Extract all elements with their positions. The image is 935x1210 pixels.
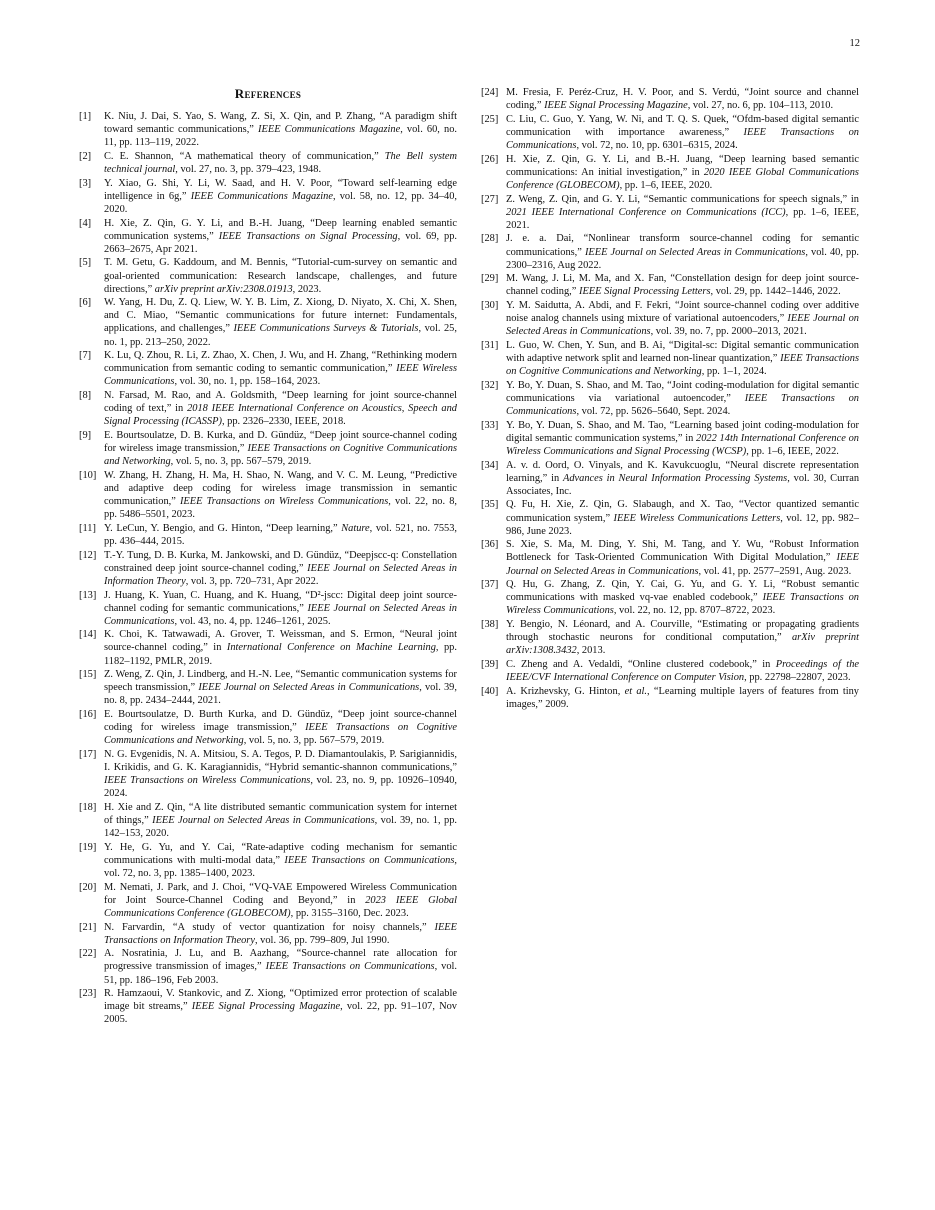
reference-venue: IEEE Transactions on Communications bbox=[265, 961, 435, 973]
reference-venue: IEEE Wireless Communications Letters bbox=[613, 512, 781, 524]
reference-text: E. Bourtsoulatze, D. B. Kurka, and D. Gündüz, “Deep joint source-channel coding for wireless image transmission,” bbox=[104, 430, 457, 455]
reference-entry bbox=[481, 86, 859, 112]
reference-text: J. e. a. Dai, “Nonlinear transform source-channel coding for semantic communications,” bbox=[506, 233, 859, 258]
reference-text: A. Krizhevsky, G. Hinton, bbox=[506, 685, 625, 697]
reference-entry bbox=[79, 987, 457, 1026]
reference-details: , vol. 22, no. 8, pp. 5486–5501, 2023. bbox=[104, 496, 457, 521]
reference-entry bbox=[79, 177, 457, 216]
reference-text: C. Liu, C. Guo, Y. Yang, W. Ni, and T. Q. S. Quek, “Ofdm-based digital semantic communication with importance awareness,” bbox=[506, 113, 859, 138]
reference-text: N. G. Evgenidis, N. A. Mitsiou, S. A. Tegos, P. D. Diamantoulakis, P. Sarigiannidis, I. Krikidis, and G. K. Karagiannidis, “Hybrid semantic-shannon communications,” bbox=[104, 749, 457, 774]
reference-details: , vol. 22, no. 12, pp. 8707–8722, 2023. bbox=[613, 605, 776, 617]
reference-number: [28] bbox=[481, 233, 499, 245]
reference-details: , vol. 39, no. 8, pp. 2434–2444, 2021. bbox=[104, 682, 457, 707]
reference-entry bbox=[79, 589, 457, 628]
reference-entry bbox=[79, 217, 457, 256]
reference-number: [8] bbox=[79, 390, 92, 402]
reference-details: , pp. 1–6, IEEE, 2021. bbox=[506, 206, 859, 231]
reference-number: [33] bbox=[481, 419, 499, 431]
reference-details: , vol. 22, pp. 91–107, Nov 2005. bbox=[104, 1001, 457, 1026]
reference-venue: IEEE Journal on Selected Areas in Communications bbox=[104, 602, 457, 627]
reference-text: E. Bourtsoulatze, D. Burth Kurka, and D. Gündüz, “Deep joint source-channel coding for wireless image transmission,” bbox=[104, 709, 457, 734]
reference-venue: 2023 IEEE Global Communications Conference (GLOBECOM) bbox=[104, 894, 458, 919]
reference-venue: IEEE Signal Processing Letters bbox=[579, 286, 711, 298]
reference-number: [31] bbox=[481, 339, 499, 351]
reference-details: , 2023. bbox=[292, 283, 322, 295]
reference-venue: 2018 IEEE International Conference on Acoustics, Speech and Signal Processing (ICASSP) bbox=[104, 403, 457, 428]
reference-number: [24] bbox=[481, 87, 499, 98]
reference-text: R. Hamzaoui, V. Stankovic, and Z. Xiong, “Optimized error protection of scalable image bit streams,” bbox=[104, 988, 457, 1013]
reference-details: , pp. 1–1, 2024. bbox=[701, 366, 767, 378]
reference-venue: IEEE Communications Magazine bbox=[190, 190, 333, 202]
reference-text: C. Zheng and A. Vedaldi, “Online clustered codebook,” in bbox=[506, 658, 776, 670]
reference-venue: IEEE Communications Surveys & Tutorials bbox=[233, 323, 419, 335]
reference-details: , vol. 40, pp. 2300–2316, Aug 2022. bbox=[506, 246, 859, 271]
reference-text: Z. Weng, Z. Qin, and G. Y. Li, “Semantic communications for speech signals,” in bbox=[506, 193, 859, 205]
reference-venue: 2020 IEEE Global Communications Conference (GLOBECOM) bbox=[506, 166, 859, 191]
reference-entry bbox=[481, 419, 859, 458]
reference-venue: IEEE Transactions on Cognitive Communications and Networking bbox=[104, 722, 457, 747]
reference-details: , vol. 30, no. 1, pp. 158–164, 2023. bbox=[174, 376, 321, 388]
reference-entry bbox=[79, 349, 457, 388]
reference-entry bbox=[79, 296, 457, 348]
reference-text: K. Lu, Q. Zhou, R. Li, Z. Zhao, X. Chen, J. Wu, and H. Zhang, “Rethinking modern communication from semantic coding to semantic communication,” bbox=[104, 350, 457, 375]
reference-number: [15] bbox=[79, 669, 97, 681]
reference-entry bbox=[481, 339, 859, 378]
reference-entry bbox=[79, 668, 457, 707]
reference-entry bbox=[79, 881, 457, 920]
reference-entry bbox=[481, 299, 859, 338]
reference-venue: Advances in Neural Information Processing Systems bbox=[563, 472, 788, 484]
reference-number: [10] bbox=[79, 469, 97, 481]
reference-entry bbox=[79, 801, 457, 840]
reference-number: [21] bbox=[79, 921, 97, 933]
reference-text: Y. He, G. Yu, and Y. Cai, “Rate-adaptive coding mechanism for semantic communications with multi-modal data,” bbox=[104, 841, 457, 866]
reference-text: L. Guo, W. Chen, Y. Sun, and B. Ai, “Digital-sc: Digital semantic communication with adaptive network split and learned non-linear quantization,” bbox=[506, 339, 859, 365]
reference-number: [30] bbox=[481, 300, 499, 312]
reference-details: , vol. 39, no. 1, pp. 142–153, 2020. bbox=[104, 815, 457, 840]
reference-details: , pp. 2326–2330, IEEE, 2018. bbox=[221, 416, 346, 428]
reference-venue: IEEE Signal Processing Magazine bbox=[544, 100, 688, 112]
reference-details: , vol. 51, pp. 186–196, Feb 2003. bbox=[104, 961, 458, 986]
left-column bbox=[79, 86, 457, 1027]
reference-number: [35] bbox=[481, 499, 499, 511]
reference-details: , vol. 27, no. 3, pp. 379–423, 1948. bbox=[175, 163, 322, 175]
reference-entry bbox=[79, 522, 457, 548]
reference-details: , vol. 25, no. 1, pp. 213–250, 2022. bbox=[104, 323, 457, 348]
reference-number: [23] bbox=[79, 988, 97, 1000]
reference-number: [38] bbox=[481, 619, 499, 631]
reference-entry bbox=[481, 459, 859, 498]
reference-entry bbox=[481, 379, 859, 418]
reference-text: A. v. d. Oord, O. Vinyals, and K. Kavukcuoglu, “Neural discrete representation learning,” in bbox=[506, 459, 859, 484]
reference-venue: IEEE Transactions on Communications bbox=[506, 392, 859, 417]
reference-text: Q. Fu, H. Xie, Z. Qin, G. Slabaugh, and X. Tao, “Vector quantized semantic communication system,” bbox=[506, 499, 859, 524]
reference-text: M. Nemati, J. Park, and J. Choi, “VQ-VAE Empowered Wireless Communication for Joint Source-Channel Coding and Beyond,” in bbox=[104, 881, 457, 906]
reference-number: [16] bbox=[79, 709, 97, 721]
reference-number: [9] bbox=[79, 430, 92, 441]
reference-entry bbox=[79, 110, 457, 149]
reference-text: K. Niu, J. Dai, S. Yao, S. Wang, Z. Si, X. Qin, and P. Zhang, “A paradigm shift toward semantic communications,” bbox=[104, 111, 457, 136]
reference-details: , pp. 3155–3160, Dec. 2023. bbox=[290, 907, 409, 919]
reference-number: [36] bbox=[481, 539, 499, 551]
reference-text: T.-Y. Tung, D. B. Kurka, M. Jankowski, and D. Gündüz, “Deepjscc-q: Constellation constrained deep joint source-channel coding,” bbox=[104, 549, 457, 574]
reference-details: , vol. 521, no. 7553, pp. 436–444, 2015. bbox=[104, 522, 458, 547]
reference-venue: arXiv preprint arXiv:1308.3432 bbox=[506, 632, 860, 657]
reference-entry bbox=[481, 498, 859, 537]
reference-number: [29] bbox=[481, 273, 499, 285]
reference-text: Y. M. Saidutta, A. Abdi, and F. Fekri, “Joint source-channel coding over additive noise analog channels using mixture of variational autoencoders,” bbox=[506, 300, 859, 325]
reference-number: [12] bbox=[79, 549, 97, 561]
reference-details: , vol. 30, Curran Associates, Inc. bbox=[506, 472, 860, 497]
reference-number: [13] bbox=[79, 589, 97, 601]
reference-details: , pp. 1–6, IEEE, 2020. bbox=[619, 179, 713, 191]
reference-details: , vol. 27, no. 6, pp. 104–113, 2010. bbox=[687, 100, 834, 112]
reference-entry bbox=[481, 578, 859, 617]
reference-number: [26] bbox=[481, 153, 499, 165]
reference-entry bbox=[79, 708, 457, 747]
reference-number: [39] bbox=[481, 658, 499, 670]
reference-venue: IEEE Journal on Selected Areas in Communications bbox=[152, 815, 375, 827]
reference-entry bbox=[481, 618, 859, 657]
reference-number: [2] bbox=[79, 150, 92, 162]
reference-venue: International Conference on Machine Learning bbox=[226, 642, 436, 654]
reference-venue: IEEE Wireless Communications bbox=[104, 363, 457, 388]
reference-number: [27] bbox=[481, 193, 499, 205]
reference-details: , vol. 3, pp. 720–731, Apr 2022. bbox=[185, 575, 319, 587]
reference-entry bbox=[79, 748, 457, 800]
reference-number: [18] bbox=[79, 801, 97, 813]
reference-text: H. Xie, Z. Qin, G. Y. Li, and B.-H. Juang, “Deep learning based semantic communications: An initial investigation,” in bbox=[506, 153, 859, 178]
reference-text: W. Yang, H. Du, Z. Q. Liew, W. Y. B. Lim, Z. Xiong, D. Niyato, X. Chi, X. Shen, and C. Miao, “Semantic communications for future internet: Fundamentals, applications, and challenges,” bbox=[104, 297, 457, 335]
reference-details: , pp. 1–6, IEEE, 2022. bbox=[746, 445, 839, 457]
reference-details: , vol. 72, pp. 5626–5640, Sept. 2024. bbox=[576, 406, 731, 417]
reference-venue: IEEE Journal on Selected Areas in Information Theory bbox=[104, 562, 457, 587]
reference-entry bbox=[481, 232, 859, 271]
reference-text: J. Huang, K. Yuan, C. Huang, and K. Huang, “D²-jscc: Digital deep joint source-channel coding for semantic communications,” bbox=[104, 589, 457, 614]
reference-venue: arXiv preprint arXiv:2308.01913 bbox=[154, 283, 293, 295]
reference-entry bbox=[481, 153, 859, 192]
reference-entry bbox=[79, 389, 457, 428]
reference-entry bbox=[481, 658, 859, 684]
reference-details: , vol. 5, no. 3, pp. 567–579, 2019. bbox=[170, 456, 312, 468]
reference-entry bbox=[481, 538, 859, 577]
reference-venue: Proceedings of the IEEE/CVF International Conference on Computer Vision bbox=[506, 658, 860, 684]
reference-venue: IEEE Transactions on Wireless Communications bbox=[104, 775, 311, 787]
reference-text: S. Xie, S. Ma, M. Ding, Y. Shi, M. Tang, and Y. Wu, “Robust Information Bottleneck for Task-Oriented Communication With Digital Modulation,” bbox=[506, 539, 859, 564]
reference-text: Y. Bo, Y. Duan, S. Shao, and M. Tao, “Learning based joint coding-modulation for digital semantic communication systems,” in bbox=[506, 419, 859, 444]
reference-number: [5] bbox=[79, 257, 92, 269]
reference-venue: IEEE Signal Processing Magazine bbox=[191, 1001, 341, 1013]
reference-entry bbox=[79, 628, 457, 667]
reference-venue: IEEE Transactions on Signal Processing bbox=[218, 230, 398, 242]
reference-details: , vol. 60, no. 11, pp. 113–119, 2022. bbox=[104, 124, 458, 149]
right-column bbox=[481, 86, 859, 712]
reference-number: [19] bbox=[79, 841, 97, 853]
reference-number: [11] bbox=[79, 522, 96, 534]
reference-details: , vol. 58, no. 12, pp. 34–40, 2020. bbox=[104, 190, 457, 215]
reference-venue: IEEE Transactions on Information Theory bbox=[104, 921, 457, 946]
reference-number: [22] bbox=[79, 948, 97, 960]
reference-details: , vol. 41, pp. 2577–2591, Aug. 2023. bbox=[698, 565, 852, 577]
reference-text: Y. LeCun, Y. Bengio, and G. Hinton, “Deep learning,” bbox=[104, 522, 342, 534]
reference-entry bbox=[79, 947, 457, 986]
reference-venue: IEEE Journal on Selected Areas in Communications bbox=[584, 246, 806, 258]
reference-entry bbox=[481, 685, 859, 711]
reference-venue: 2022 14th International Conference on Wireless Communications and Signal Processing (WCSP) bbox=[506, 432, 859, 457]
reference-number: [34] bbox=[481, 459, 499, 471]
reference-details: , vol. 36, pp. 799–809, Jul 1990. bbox=[254, 934, 390, 946]
reference-number: [37] bbox=[481, 579, 499, 591]
reference-number: [32] bbox=[481, 379, 499, 391]
reference-venue: 2021 IEEE International Conference on Communications (ICC) bbox=[506, 206, 786, 218]
reference-text: M. Wang, J. Li, M. Ma, and X. Fan, “Constellation design for deep joint source-channel coding,” bbox=[506, 273, 859, 298]
references-heading: References bbox=[234, 86, 302, 101]
reference-text: Y. Xiao, G. Shi, Y. Li, W. Saad, and H. V. Poor, “Toward self-learning edge intelligence in 6g,” bbox=[104, 177, 457, 202]
reference-entry bbox=[79, 469, 457, 521]
reference-venue: IEEE Transactions on Wireless Communications bbox=[179, 496, 389, 508]
reference-venue: et al. bbox=[624, 685, 648, 697]
reference-list-left bbox=[79, 110, 457, 1027]
reference-text: Y. Bo, Y. Duan, S. Shao, and M. Tao, “Joint coding-modulation for digital semantic communications via variational autoencoder,” bbox=[506, 379, 859, 404]
reference-venue: IEEE Transactions on Cognitive Communications and Networking bbox=[506, 353, 859, 378]
reference-text: T. M. Getu, G. Kaddoum, and M. Bennis, “Tutorial-cum-survey on semantic and goal-oriented communication: Research landscape, challenges, and future directions,” bbox=[104, 257, 457, 295]
reference-text: M. Fresia, F. Peréz-Cruz, H. V. Poor, and S. Verdú, “Joint source and channel coding,” bbox=[506, 87, 859, 112]
reference-text: Q. Hu, G. Zhang, Z. Qin, Y. Cai, G. Yu, and G. Y. Li, “Robust semantic communications with masked vq-vae enabled codebook,” bbox=[506, 579, 859, 604]
reference-venue: Nature bbox=[341, 522, 370, 534]
reference-number: [17] bbox=[79, 749, 97, 760]
reference-number: [1] bbox=[79, 111, 92, 122]
reference-venue: IEEE Transactions on Communications bbox=[284, 854, 455, 866]
reference-venue: IEEE Communications Magazine bbox=[258, 124, 401, 136]
reference-entry bbox=[79, 429, 457, 468]
reference-text: C. E. Shannon, “A mathematical theory of communication,” bbox=[104, 150, 385, 162]
reference-number: [4] bbox=[79, 217, 92, 229]
reference-venue: IEEE Transactions on Communications bbox=[506, 126, 859, 151]
reference-text: H. Xie, Z. Qin, G. Y. Li, and B.-H. Juang, “Deep learning enabled semantic communication systems,” bbox=[104, 217, 457, 242]
reference-venue: The Bell system technical journal bbox=[104, 150, 457, 175]
reference-text: A. Nosratinia, J. Lu, and B. Aazhang, “Source-channel rate allocation for progressive transmission of images,” bbox=[104, 948, 457, 973]
reference-number: [14] bbox=[79, 629, 97, 641]
reference-details: , “Learning multiple layers of features from tiny images,” 2009. bbox=[506, 685, 859, 710]
reference-text: K. Choi, K. Tatwawadi, A. Grover, T. Weissman, and S. Ermon, “Neural joint source-channel coding,” in bbox=[104, 629, 457, 654]
reference-text: W. Zhang, H. Zhang, H. Ma, H. Shao, N. Wang, and V. C. M. Leung, “Predictive and adaptive deep coding for wireless image transmission in semantic communication,” bbox=[104, 469, 457, 508]
reference-details: , vol. 23, no. 9, pp. 10926–10940, 2024. bbox=[104, 775, 457, 800]
reference-text: H. Xie and Z. Qin, “A lite distributed semantic communication system for internet of things,” bbox=[104, 801, 457, 827]
reference-details: , vol. 39, no. 7, pp. 2000–2013, 2021. bbox=[650, 326, 807, 338]
reference-number: [40] bbox=[481, 685, 499, 697]
reference-details: , pp. 1182–1192, PMLR, 2019. bbox=[104, 642, 457, 667]
reference-details: , vol. 43, no. 4, pp. 1246–1261, 2025. bbox=[174, 615, 331, 627]
reference-venue: IEEE Journal on Selected Areas in Communications bbox=[506, 552, 859, 577]
reference-text: Z. Weng, Z. Qin, J. Lindberg, and H.-N. Lee, “Semantic communication systems for speech transmission,” bbox=[104, 669, 457, 694]
reference-venue: IEEE Transactions on Cognitive Communications and Networking bbox=[104, 443, 457, 468]
reference-details: , vol. 12, pp. 982–986, June 2023. bbox=[506, 512, 860, 537]
reference-text: N. Farsad, M. Rao, and A. Goldsmith, “Deep learning for joint source-channel coding of text,” in bbox=[104, 390, 457, 415]
reference-venue: IEEE Journal on Selected Areas in Communications bbox=[198, 682, 420, 694]
reference-details: , vol. 5, no. 3, pp. 567–579, 2019. bbox=[243, 735, 385, 747]
reference-number: [7] bbox=[79, 350, 92, 362]
reference-venue: IEEE Journal on Selected Areas in Communications bbox=[506, 313, 859, 338]
reference-entry bbox=[481, 193, 859, 232]
reference-entry bbox=[481, 113, 859, 152]
reference-details: , vol. 72, no. 3, pp. 1385–1400, 2023. bbox=[104, 854, 457, 880]
reference-venue: IEEE Transactions on Wireless Communications bbox=[506, 592, 859, 617]
reference-list-right bbox=[481, 86, 859, 711]
reference-entry bbox=[79, 549, 457, 588]
reference-details: , vol. 29, pp. 1442–1446, 2022. bbox=[710, 286, 841, 298]
reference-text: N. Farvardin, “A study of vector quantization for noisy channels,” bbox=[104, 921, 435, 933]
reference-entry bbox=[79, 256, 457, 295]
reference-details: , vol. 69, pp. 2663–2675, Apr 2021. bbox=[104, 230, 458, 255]
reference-number: [25] bbox=[481, 113, 499, 125]
reference-text: Y. Bengio, N. Léonard, and A. Courville, “Estimating or propagating gradients through stochastic neurons for conditional computation,” bbox=[506, 619, 859, 644]
reference-number: [20] bbox=[79, 881, 97, 893]
reference-number: [3] bbox=[79, 177, 92, 189]
reference-details: , pp. 22798–22807, 2023. bbox=[744, 672, 851, 684]
reference-entry bbox=[79, 150, 457, 176]
page-number: 12 bbox=[849, 38, 860, 49]
reference-entry bbox=[79, 841, 457, 880]
reference-details: , 2013. bbox=[576, 645, 606, 657]
reference-entry bbox=[481, 272, 859, 298]
reference-entry bbox=[79, 921, 457, 947]
reference-number: [6] bbox=[79, 297, 92, 309]
reference-details: , vol. 72, no. 10, pp. 6301–6315, 2024. bbox=[576, 139, 738, 151]
